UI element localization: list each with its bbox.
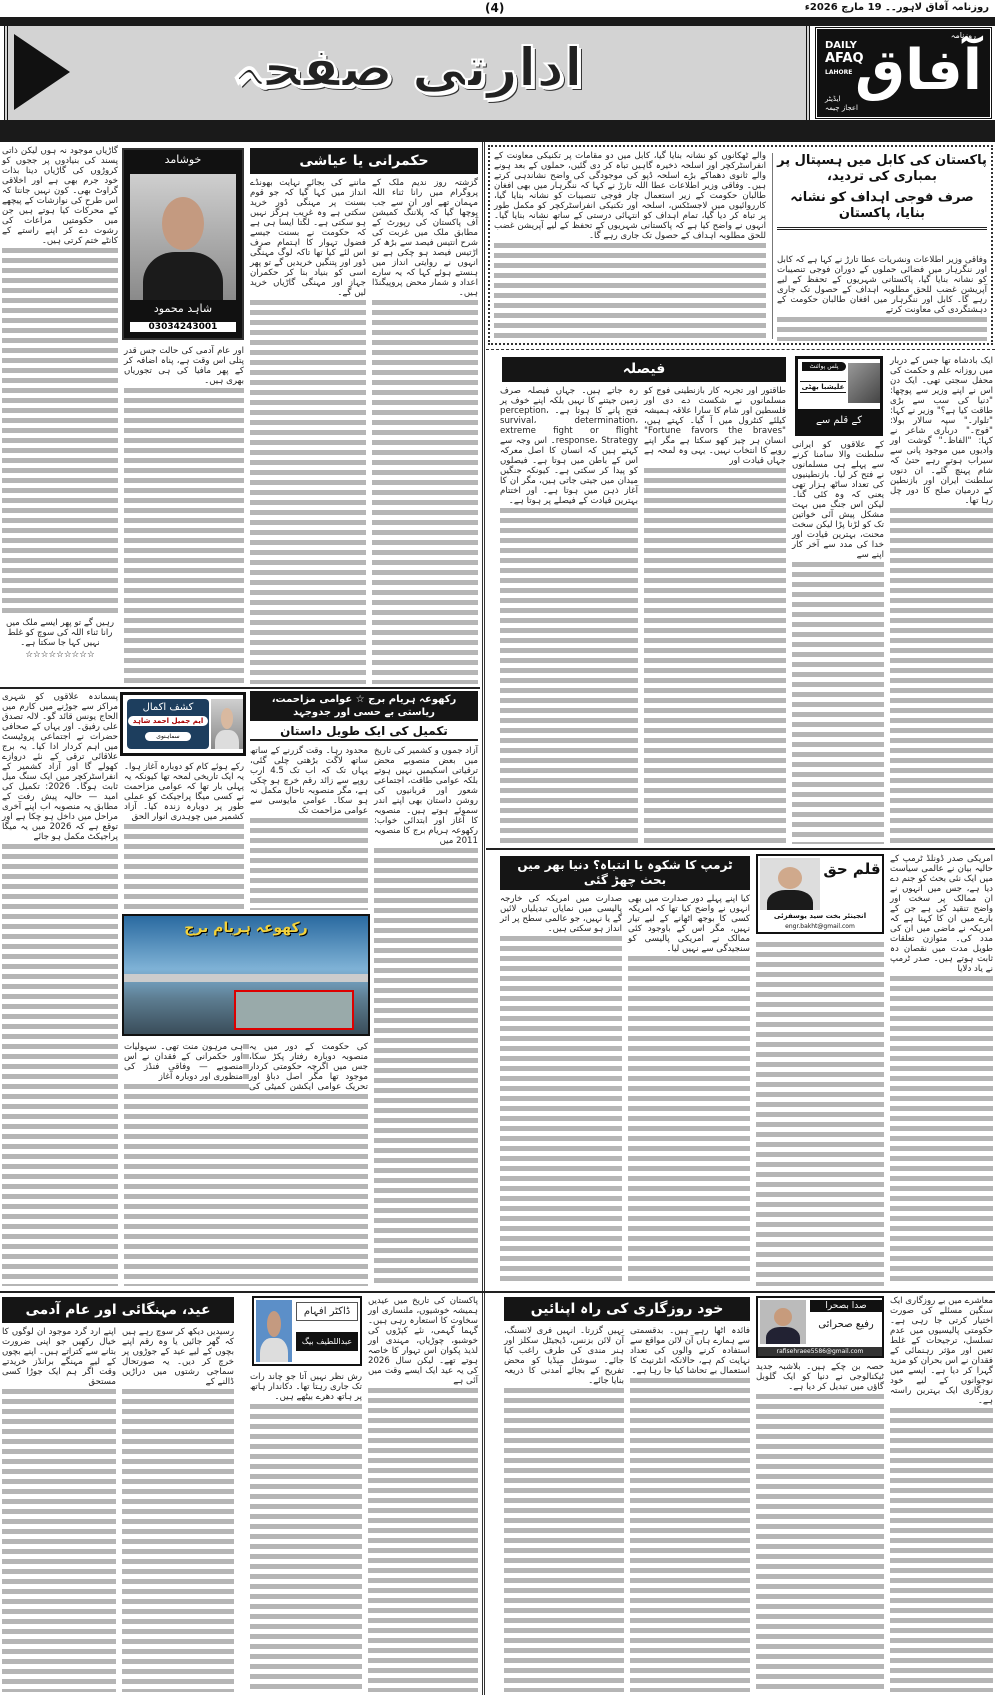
author-name: شاہد محمود — [153, 302, 213, 315]
author-name: علیشبا بھٹی — [801, 383, 845, 391]
author-photo — [760, 1300, 806, 1344]
author-badge: پلس پوائنٹ — [802, 362, 846, 371]
article-column: امریکی صدر ڈونلڈ ٹرمپ کے حالیہ بیان نے عالمی سیاست میں ایک نئی بحث کو جنم دے دیا ہے، جس میں انہوں نے ان ممالک پر سخت اور واضح تنقید کی ہے جن کے بارے میں ان کا کہنا ہے کہ امریکہ نے ماضی میں ان کی مدد کی۔ متوازن تعلقات طویل مدت میں نقصان دہ ثابت ہوتے ہیں۔ صدر ٹرمپ نے یاد دلایا — [890, 854, 993, 1286]
article-column: ایک بادشاہ تھا جس کے دربار میں روزانہ علم و حکمت کی محفل سجتی تھی۔ ایک دن اس نے اپنے وزیر سے پوچھا: "دنیا کی سب سے بڑی طاقت کیا ہے؟" وزیر نے کہا: "تلوار۔" سپہ سالار بولا: "فوج۔" درباری شاعر نے کہا: "الفاظ۔" گوشت اور وادیوں میں موجود پانی سے سیراب ہوتے رہے حتیٰ کہ شام پہنچ گئے۔ ان دنوں سلطنت ایران اور بازنطین کے درمیان صلح کا دور چل رہا تھا۔ — [890, 356, 993, 844]
article-column: کے علاقوں کو ایرانی سلطنت والا سامنا کرنے سے پہلے ہی مسلمانوں نے فتح کر لیا۔ بازنطینیوں کی تعداد ساٹھ ہزار تھی یعنی کہ وہ کئی گنا۔ لیکن اس جنگ میں بہت مشکل پیش آئی خواتین تک کو لڑنا پڑا لیکن سخت محنت، بہترین قیادت اور خدا کی مدد سے آخر کار اپنے سے — [792, 440, 884, 844]
author-column-name: ڈاکٹر افہام — [296, 1302, 358, 1321]
author-photo — [256, 1300, 292, 1362]
article-column: کی حکومت کے دور میں یہ منصوبہ دوبارہ رفتار پکڑ سکا، جس میں اگرچہ حکومتی کردار موجود تھا مگر اصل دباؤ اور تحریک عوامی ایکشن کمیٹی کی ہی مرہون منت تھی۔ سہولیات اور حکمرانی کے فقدان نے اس منصوبے — وفاقی فنڈز کی منظوری اور دوبارہ آغاز — [124, 1042, 368, 1286]
divider — [486, 349, 995, 350]
article-column: نہیں گزرتا۔ انہیں فری لانسنگ، آن لائن بزنس، ڈیجیٹل سکلز اور ہنر مندی کی طرف راغب کیا جائے۔ سوشل میڈیا کو محض تفریح کے بجائے آمدنی کا ذریعہ بنایا جائے۔ — [504, 1326, 624, 1692]
author-name: انجینئر بخت سید یوسفزئی — [773, 912, 867, 920]
article-column: ماننے کی بجائے نہایت بھونڈے انداز میں کہا گیا کہ جو قوم بسنت پر مہنگی ڈور خرید سکتی ہے وہ غریب ہرگز نہیں ہو سکتی ہے۔ لگتا ایسا ہی ہے کہ حکومت نے بسنت جیسے فضول تہوار کا اہتمام صرف اس لئے کیا تھا تاکہ لوگ مہنگی ڈور اور پتنگیں خریدیں گے تو پھر اسی کو بنیاد بنا کر حکمران جہاز اور مہنگی گاڑیاں خرید لیں گے۔ — [250, 178, 366, 684]
column-rule — [772, 153, 773, 339]
divider — [0, 1291, 995, 1293]
logo-roznama: روزنامہ — [950, 31, 976, 40]
logo-urdu: آفاق — [855, 38, 982, 103]
article-column: معاشرے میں بے روزگاری ایک سنگین مسئلے کی صورت اختیار کرتی جا رہی ہے۔ حکومتی پالیسیوں میں عدم تسلسل، ترجیحات کے غلط تعین اور مؤثر رہنمائی کے فقدان نے اس بحران کو مزید گہرا کر دیا ہے۔ ایسے میں نوجوانوں کے لیے خود روزگاری ایک بہترین راستہ ہے۔ — [890, 1296, 993, 1692]
author-phone: 03034243001 — [130, 322, 236, 332]
article-closing: رہیں گے تو پھر ایسے ملک میں رانا ثناء اللہ کی سوچ کو غلط نہیں کہا جا سکتا ہے۔ ☆☆☆☆☆☆☆☆☆ — [2, 618, 118, 684]
author-column-name: قلم حق — [823, 860, 881, 878]
logo-english: DAILY AFAQ LAHORE — [825, 40, 864, 76]
logo-editor: ایڈیٹر اعجاز چیمہ — [825, 95, 858, 112]
lead-headline: پاکستان کی کابل میں ہسپتال پر بمباری کی تردید، صرف فوجی اہداف کو نشانہ بنایا، پاکستان — [777, 151, 987, 230]
divider — [486, 848, 995, 850]
article-title: ٹرمپ کا شکوہ یا انتباہ؟ دنیا بھر میں بحث چھڑ گئی — [500, 856, 750, 890]
lead-story — [488, 145, 993, 345]
center-divider — [482, 142, 485, 1695]
newspaper-logo — [814, 26, 993, 120]
author-box — [756, 1296, 884, 1358]
article-column: حصہ بن چکے ہیں۔ بلاشبہ جدید ٹیکنالوجی نے دنیا کو ایک گلوبل گاؤں میں تبدیل کر دیا ہے۔ — [756, 1362, 884, 1692]
section-title: ادارتی صفحہ — [231, 36, 583, 99]
article-column: گزشتہ روز ندیم ملک کے پروگرام میں رانا ثناء اللہ مہمان تھے اور ان سے جب پوچھا گیا کہ پلاننگ کمیشن آف پاکستان کی رپورٹ کے مطابق ملک میں غربت کی شرح انتیس فیصد سے بڑھ کر اڑتیس فیصد ہو چکی ہے تو انہوں نے روایتی انداز میں ہنستے ہوئے کہا کہ یہ سارے اعداد و شمار محض پروپیگنڈا ہیں۔ — [372, 178, 478, 684]
article-column: پاکستان کی تاریخ میں عیدیں ہمیشہ خوشیوں، ملنساری اور سخاوت کا استعارہ رہی ہیں۔ گہما گہمی، نئے کپڑوں کی خوشبو، چوڑیاں، مہندی اور لذیذ پکوان اس تہوار کا خاصہ ہوتے تھے۔ لیکن سال 2026 کی یہ عید ایک ایسے وقت میں آئی ہے — [368, 1296, 478, 1692]
author-box — [756, 854, 884, 934]
author-column-name: صدا بصحرا — [810, 1300, 882, 1312]
article-column: صدارت میں امریکہ کی خارجہ پالیسی میں نمایاں تبدیلیاں لائیں گے یا نہیں، جو عالمی سطح پر اثر انداز ہو سکتی ہیں۔ — [500, 894, 622, 1286]
header-rule-bottom — [0, 120, 995, 142]
article-column — [756, 940, 884, 1286]
article-column: اپنے ارد گرد موجود ان لوگوں کا خیال رکھیں جو اپنی ضرورت بتانے سے کتراتے ہیں۔ اپنے بچوں کے لیے مہنگے برانڈز خریدتے وقت اگر ہم ایک جوڑا کسی مستحق — [2, 1327, 116, 1692]
divider — [0, 687, 480, 689]
author-suffix: کے قلم سے — [798, 409, 880, 433]
article-title: عید، مہنگائی اور عام آدمی — [2, 1297, 234, 1323]
author-name: ایم جمیل احمد شاہد — [128, 716, 208, 726]
header-rule — [0, 17, 995, 26]
author-box — [120, 692, 246, 756]
bridge-photo — [122, 914, 370, 1036]
author-photo — [130, 174, 236, 300]
author-box — [795, 356, 883, 436]
author-column-name: کشف اکمال — [142, 702, 194, 713]
article-column: محدود رہا۔ وقت گزرنے کے ساتھ ساتھ لاگت بڑھتی چلی گئی، یہاں تک کہ اب تک 4.5 ارب روپے سے زائد رقم خرچ ہو چکی ہے، مگر منصوبہ تاحال مکمل نہ ہو سکا۔ عوامی مایوسی سے عوامی مزاحمت تک — [250, 746, 368, 910]
article-column: رسیدیں دیکھ کر سوچ رہے ہیں کہ گھر جائیں یا وہ رقم اپنے بچوں کے لیے عید کے جوڑوں پر خرچ کر دیں۔ یہ صورتحال سماجی رشتوں میں دراڑیں ڈالنے کے — [122, 1327, 234, 1692]
lead-column: وفاقی وزیر اطلاعات ونشریات عطا تارڑ نے کہا ہے کہ کابل اور ننگرہار میں فضائی حملوں کے دوران فوجی تنصیبات کو نشانہ بنایا گیا، پاکستانی شہریوں کے تحفظ کے لیے آپریشن غضب للحق مطلوبہ اہداف کے حصول تک جاری رہے گا۔ کابل اور ننگرہار میں افغان طالبان حکومت کے دہشتگردی کی معاونت کرتے — [777, 255, 987, 341]
author-name: رفیع صحرائی — [818, 1319, 874, 1330]
author-photo — [211, 699, 243, 749]
article-column: رش نظر نہیں آتا جو چاند رات تک جاری رہتا تھا۔ دکاندار ہاتھ پر ہاتھ دھرے بیٹھے ہیں۔ — [250, 1372, 362, 1692]
author-place: سماہنوی — [145, 732, 191, 741]
author-photo — [760, 858, 820, 910]
article-column: اور عام آدمی کی حالت جس قدر پتلی اس وقت ہے، پناہ اضافہ کر کے پھر مافیا کی ہی تجوریاں بھری ہیں۔ — [124, 346, 244, 684]
author-box — [252, 1296, 362, 1366]
bridge-deck — [124, 974, 368, 982]
author-name: عبداللطیف بیگ — [296, 1332, 358, 1351]
article-title: فیصلہ — [502, 357, 786, 382]
article-title: خود روزگاری کی راہ اپنائیں — [504, 1297, 750, 1321]
author-email[interactable]: rafisehraee5586@gmail.com — [758, 1347, 882, 1356]
author-box — [122, 148, 244, 340]
article-column: پسماندہ علاقوں کو شہری مراکز سے جوڑنے میں کارم میں الحاج یونس قائد گو۔ لالہ تصدق علی رفیق۔ اور یہاں کے صحافی حضرات نے اجتماعی پروٹیسٹ میں اہم کردار ادا کیا۔ یہ برج علاقائی ترقی کے نئے دروازے کھولے گا اور آزاد کشمیر کے انفراسٹرکچر میں ایک سنگ میل ثابت ہوگا۔ 2026: تکمیل کی امید — حالیہ پیش رفت کے مطابق یہ منصوبہ اب اپنے آخری مراحل میں داخل ہو چکا ہے اور توقع ہے کہ 2026 میں یہ میگا پراجیکٹ مکمل ہو جائے — [2, 692, 118, 1286]
author-email[interactable]: engr.bakht@gmail.com — [785, 923, 855, 930]
author-column-name: خوشامد — [164, 153, 202, 166]
article-title: حکمرانی یا عیاشی — [250, 148, 478, 174]
article-column: طاقتور اور تجربہ کار بازنطینی فوج کو مسلمانوں نے شکست دے دی اور فلسطین اور شام کا سارا علاقہ ہمیشہ کیلئے کنٹرول میں آ گیا۔ کہتے ہیں، "Fortune favors the braves" انسان ہر چیز کھو سکتا ہے مگر اپنے رویے کا انتخاب نہیں۔ یہی وہ لمحہ ہے جہاں قیادت اور — [644, 386, 786, 844]
lead-column: والے ٹھکانوں کو نشانہ بنایا گیا، کابل میں دو مقامات پر تکنیکی معاونت کے انفراسٹرکچر اور اسلحہ ذخیرہ گاہیں تباہ کر دی گئیں، حملوں کے بعد ہونے والے ثانوی دھماکے بڑے اسلحہ ڈپو کی موجودگی کی واضح نشاندہی کرتے ہیں۔ وفاقی وزیر اطلاعات عطا اللہ تارڑ نے کہا کہ ننگرہار میں بھی افغان طالبان حکومت کے زیر استعمال چار فوجی تنصیبات کو نشانہ بنایا گیا، کارروائیوں میں لاجسٹکس، اسلحہ اور تکنیکی انفراسٹرکچر کو مکمل طور پر تباہ کر دیا گیا، تمام اہداف کو انتہائی درستی کے ساتھ نشانہ بنایا گیا۔ انہوں نے واضح کیا ہے کہ پاکستانی شہریوں کے تحفظ کے لیے آپریشن غضب للحق مطلوبہ اہداف کے حصول تک جاری رہے گا۔ — [494, 151, 766, 341]
article-column: فائدہ اٹھا رہے ہیں۔ بدقسمتی سے ہمارے ہاں آن لائن مواقع سے استفادہ کرنے والوں کی تعداد نہایت کم ہے، حالانکہ انٹرنیٹ کا استعمال بے تحاشا کیا جا رہا ہے۔ — [630, 1326, 750, 1692]
article-column: گاڑیاں موجود نہ ہوں لیکن ذاتی پسند کی بنیادوں پر ججوں کو کروڑوں کی گاڑیاں دینا بذات خود جرم بھی ہے اور اخلاقی گراوٹ بھی۔ کون نہیں جانتا کہ اس طرح کی نوازشات کے پیچھے کے محرکات کیا ہوتے ہیں جن میں حکومتیں مراعات کی رشوت دے کر اپنے راستے کے کانٹے ختم کرتی ہیں۔ — [2, 146, 118, 614]
article-column: کیا اپنے پہلے دور صدارت میں بھی انہوں نے واضح کیا تھا کہ امریکہ کسی کا بوجھ اٹھانے کے لیے تیار نہیں، مگر اس کے باوجود کئی ممالک نے امریکی پالیسی کو سنجیدگی سے نہیں لیا۔ — [628, 894, 750, 1286]
page-number: (4) — [485, 1, 505, 15]
article-subtitle: تکمیل کی ایک طویل داستان — [250, 723, 478, 741]
top-strip — [0, 0, 995, 17]
image-caption: رکھوعہ ہریام برج — [184, 920, 308, 936]
dateline: روزنامہ آفاق لاہور۔۔ 19 مارچ 2026ء — [804, 2, 989, 13]
article-column: آزاد جموں و کشمیر کی تاریخ میں بعض منصوبے محض ترقیاتی اسکیمیں نہیں ہوتے بلکہ عوامی طاقت، اجتماعی شعور اور قربانیوں کی روشن داستان بھی اپنے اندر سموئے ہوتے ہیں۔ منصوبہ کا آغاز اور ابتدائی خواب: رکھوعہ ہریام برج کا منصوبہ 2011 میں — [374, 746, 478, 1286]
section-banner — [4, 26, 810, 120]
inset-photo — [234, 990, 354, 1030]
article-title: رکھوعہ ہریام برج ☆ عوامی مزاحمت، ریاستی بے حسی اور جدوجہد — [250, 691, 478, 721]
article-column: رہ جاتے ہیں۔ جہاں فیصلہ صرف زمین جیتنے کا نہیں بلکہ اپنے خوف پر فتح پانے کا ہوتا ہے۔ perception، survival، determination، extreme fight or flight response، Strategy۔ اس وجہ سے کہتے ہیں کہ انسان کا اصل معرکہ اس کے باطن میں ہوتا ہے۔ فیصلوں کو پیدا کر سکتی ہے۔ کیونکہ جنگیں میدان میں جیتی جاتی ہیں، مگر ان کا آغاز ذہن میں ہوتا ہے۔ اور اختتام بہترین قیادت کے فیصلے پر ہوتا ہے۔ — [500, 386, 638, 844]
article-column: رکے ہوئے کام کو دوبارہ آغاز ہوا۔ یہ ایک تاریخی لمحہ تھا کیونکہ یہ پہلی بار تھا کہ عوامی مزاحمت نے کسی میگا پراجیکٹ کو عملی طور پر دوبارہ زندہ کیا۔ آزاد کشمیر میں چوہدری انوار الحق — [124, 762, 244, 910]
pen-icon — [848, 363, 880, 403]
